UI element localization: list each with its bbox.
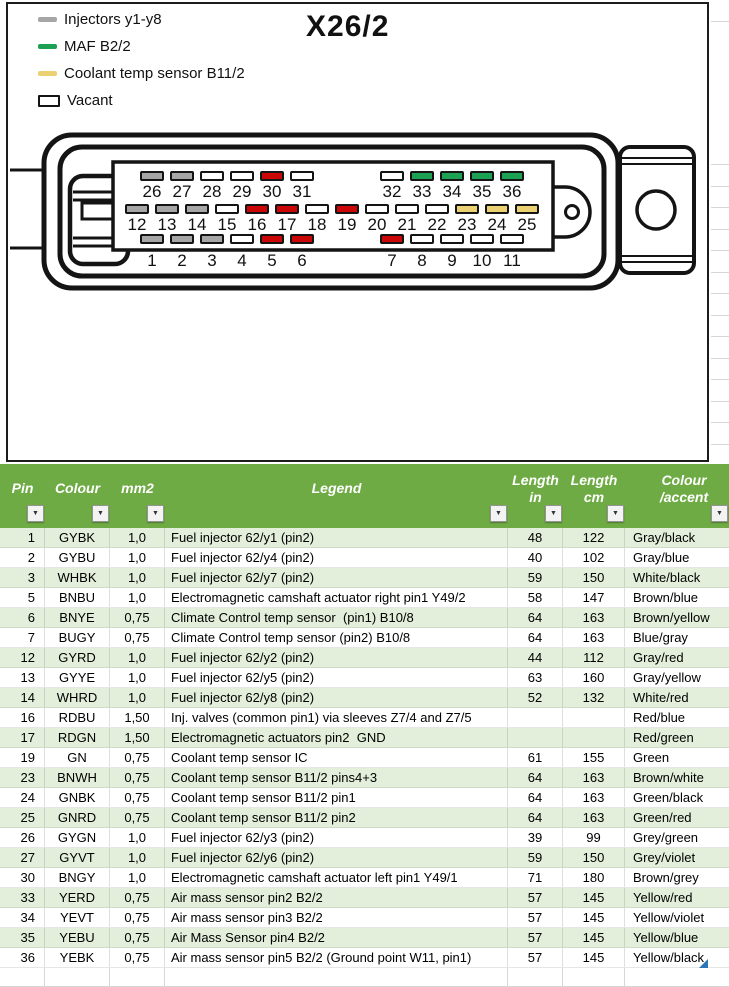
cell-mm2[interactable]: 1,0 — [110, 568, 165, 587]
table-row — [0, 588, 729, 608]
table-row — [0, 788, 729, 808]
cell-pin[interactable]: 13 — [0, 668, 45, 687]
cell-pin[interactable]: 30 — [0, 868, 45, 887]
pin-box-5 — [260, 234, 284, 244]
cell-legend[interactable]: Climate Control temp sensor (pin1) B10/8 — [165, 608, 508, 627]
cell-length-cm[interactable]: 145 — [563, 908, 625, 927]
cell-accent[interactable]: Green/black — [633, 790, 704, 805]
gridline — [164, 968, 165, 987]
table-resize-handle[interactable] — [699, 959, 708, 968]
header-colour: Colour ▼ — [45, 464, 110, 528]
table-body — [0, 528, 729, 968]
pin-box-18 — [305, 204, 329, 214]
legend-swatch — [38, 71, 57, 76]
cell-mm2[interactable]: 0,75 — [110, 748, 165, 767]
cell-length-cm[interactable]: 99 — [563, 828, 625, 847]
pin-number-7: 7 — [387, 251, 397, 270]
table-row — [0, 688, 729, 708]
sheet-footer-row — [0, 968, 729, 987]
cell-pin[interactable]: 7 — [0, 628, 45, 647]
pin-number-1: 1 — [147, 251, 157, 270]
cell-legend[interactable]: Air mass sensor pin3 B2/2 — [165, 908, 508, 927]
cell-accent[interactable]: Brown/white — [633, 770, 704, 785]
table-row — [0, 648, 729, 668]
pin-number-24: 24 — [487, 215, 507, 234]
filter-button-legend[interactable]: ▼ — [490, 505, 507, 522]
pin-number-34: 34 — [442, 182, 462, 201]
table-row — [0, 548, 729, 568]
legend-item — [38, 33, 245, 60]
table-row — [0, 668, 729, 688]
cell-legend[interactable]: Coolant temp sensor B11/2 pin1 — [165, 788, 508, 807]
pin-number-17: 17 — [277, 215, 297, 234]
cell-length-in[interactable]: 40 — [508, 548, 563, 567]
cell-legend[interactable]: Fuel injector 62/y2 (pin2) — [165, 648, 508, 667]
cell-mm2[interactable]: 0,75 — [110, 768, 165, 787]
filter-button-colour[interactable]: ▼ — [92, 505, 109, 522]
pin-box-4 — [230, 234, 254, 244]
table-row — [0, 628, 729, 648]
pin-box-7 — [380, 234, 404, 244]
pin-box-24 — [485, 204, 509, 214]
pin-box-33 — [410, 171, 434, 181]
filter-button-length-in[interactable]: ▼ — [545, 505, 562, 522]
pin-number-30: 30 — [262, 182, 282, 201]
legend — [38, 6, 245, 114]
legend-swatch — [38, 17, 57, 22]
header-legend: Legend ▼ — [165, 464, 508, 528]
cell-legend[interactable]: Fuel injector 62/y7 (pin2) — [165, 568, 508, 587]
pin-box-14 — [185, 204, 209, 214]
pin-box-11 — [500, 234, 524, 244]
cell-legend[interactable]: Coolant temp sensor B11/2 pin2 — [165, 808, 508, 827]
cell-mm2[interactable]: 1,0 — [110, 868, 165, 887]
cell-legend[interactable]: Air mass sensor pin2 B2/2 — [165, 888, 508, 907]
table-row — [0, 868, 729, 888]
cell-pin[interactable]: 23 — [0, 768, 45, 787]
filter-button-length-cm[interactable]: ▼ — [607, 505, 624, 522]
table-row — [0, 528, 729, 548]
gridline — [109, 968, 110, 987]
cell-accent[interactable]: Brown/grey — [633, 870, 699, 885]
cell-pin[interactable]: 14 — [0, 688, 45, 707]
cell-length-in[interactable]: 58 — [508, 588, 563, 607]
cell-length-in[interactable]: 57 — [508, 928, 563, 947]
cell-accent[interactable]: Gray/yellow — [633, 670, 701, 685]
cell-length-cm[interactable]: 163 — [563, 808, 625, 827]
cell-accent[interactable]: Green/red — [633, 810, 692, 825]
cell-length-in[interactable]: 64 — [508, 628, 563, 647]
cell-mm2[interactable]: 1,0 — [110, 548, 165, 567]
header-mm2: mm2 ▼ — [110, 464, 165, 528]
cell-mm2[interactable]: 1,0 — [110, 528, 165, 547]
table-row — [0, 888, 729, 908]
pin-box-30 — [260, 171, 284, 181]
pin-number-10: 10 — [472, 251, 492, 270]
cell-colour[interactable]: GN — [45, 748, 110, 767]
legend-label: Vacant — [67, 92, 113, 109]
header-colour-accent: Colour /accent ▼ — [625, 464, 729, 528]
gridline — [562, 968, 563, 987]
pin-box-16 — [245, 204, 269, 214]
pin-number-8: 8 — [417, 251, 427, 270]
table-row — [0, 828, 729, 848]
pin-number-23: 23 — [457, 215, 477, 234]
pin-number-13: 13 — [157, 215, 177, 234]
cell-length-cm[interactable]: 163 — [563, 768, 625, 787]
pin-number-19: 19 — [337, 215, 357, 234]
table-row — [0, 948, 729, 968]
legend-item — [38, 87, 245, 114]
cell-length-cm[interactable]: 147 — [563, 588, 625, 607]
cell-colour[interactable]: GYGN — [45, 828, 110, 847]
table-row — [0, 728, 729, 748]
cell-colour[interactable]: BNYE — [45, 608, 110, 627]
table-row — [0, 808, 729, 828]
pin-number-12: 12 — [127, 215, 147, 234]
cell-length-cm[interactable]: 132 — [563, 688, 625, 707]
cell-accent[interactable]: Yellow/blue — [633, 930, 699, 945]
cell-length-cm[interactable]: 145 — [563, 888, 625, 907]
cell-length-cm[interactable] — [563, 728, 625, 747]
header-pin: Pin ▼ — [0, 464, 45, 528]
cell-length-in[interactable]: 57 — [508, 908, 563, 927]
cell-length-cm[interactable]: 145 — [563, 928, 625, 947]
pin-box-25 — [515, 204, 539, 214]
cell-accent[interactable]: Grey/green — [633, 830, 699, 845]
cell-mm2[interactable]: 0,75 — [110, 808, 165, 827]
cell-pin[interactable]: 36 — [0, 948, 45, 967]
pin-box-19 — [335, 204, 359, 214]
cell-length-in[interactable]: 44 — [508, 648, 563, 667]
cell-length-cm[interactable]: 102 — [563, 548, 625, 567]
pin-box-12 — [125, 204, 149, 214]
cell-length-in[interactable]: 59 — [508, 848, 563, 867]
pin-number-31: 31 — [292, 182, 312, 201]
cell-colour[interactable]: RDGN — [45, 728, 110, 747]
cell-colour[interactable]: WHBK — [45, 568, 110, 587]
cell-legend[interactable]: Coolant temp sensor B11/2 pins4+3 — [165, 768, 508, 787]
cell-colour[interactable]: BUGY — [45, 628, 110, 647]
cell-legend[interactable]: Fuel injector 62/y4 (pin2) — [165, 548, 508, 567]
cell-legend[interactable]: Electromagnetic actuators pin2 GND — [165, 728, 508, 747]
cell-legend[interactable]: Air mass sensor pin5 B2/2 (Ground point W11, pin1) — [165, 948, 508, 967]
cell-accent[interactable]: Grey/violet — [633, 850, 696, 865]
cell-pin[interactable]: 6 — [0, 608, 45, 627]
cell-length-cm[interactable]: 160 — [563, 668, 625, 687]
table-row — [0, 608, 729, 628]
pin-box-8 — [410, 234, 434, 244]
pin-box-9 — [440, 234, 464, 244]
table-row — [0, 908, 729, 928]
cell-legend[interactable]: Fuel injector 62/y5 (pin2) — [165, 668, 508, 687]
cell-legend[interactable]: Inj. valves (common pin1) via sleeves Z7/4 and Z7/5 — [165, 708, 508, 727]
cell-length-in[interactable] — [508, 728, 563, 747]
pin-number-29: 29 — [232, 182, 252, 201]
pin-box-1 — [140, 234, 164, 244]
pin-number-16: 16 — [247, 215, 267, 234]
pin-number-5: 5 — [267, 251, 277, 270]
cell-pin[interactable]: 24 — [0, 788, 45, 807]
cell-pin[interactable]: 12 — [0, 648, 45, 667]
cell-legend[interactable]: Fuel injector 62/y8 (pin2) — [165, 688, 508, 707]
pin-number-26: 26 — [142, 182, 162, 201]
cell-pin[interactable]: 5 — [0, 588, 45, 607]
pin-number-33: 33 — [412, 182, 432, 201]
pin-box-3 — [200, 234, 224, 244]
cell-mm2[interactable]: 1,0 — [110, 588, 165, 607]
cell-mm2[interactable]: 1,0 — [110, 668, 165, 687]
legend-label: MAF B2/2 — [64, 38, 131, 55]
cell-legend[interactable]: Climate Control temp sensor (pin2) B10/8 — [165, 628, 508, 647]
pin-number-3: 3 — [207, 251, 217, 270]
pin-box-2 — [170, 234, 194, 244]
cell-pin[interactable]: 35 — [0, 928, 45, 947]
legend-item — [38, 6, 245, 33]
pin-box-36 — [500, 171, 524, 181]
pin-number-11: 11 — [503, 251, 521, 270]
cell-length-cm[interactable]: 180 — [563, 868, 625, 887]
pin-box-31 — [290, 171, 314, 181]
cell-colour[interactable]: WHRD — [45, 688, 110, 707]
cell-mm2[interactable]: 0,75 — [110, 608, 165, 627]
cell-length-in[interactable]: 61 — [508, 748, 563, 767]
cell-colour[interactable]: GYBK — [45, 528, 110, 547]
cell-length-in[interactable]: 64 — [508, 788, 563, 807]
cell-legend[interactable]: Coolant temp sensor IC — [165, 748, 508, 767]
cell-legend[interactable]: Air Mass Sensor pin4 B2/2 — [165, 928, 508, 947]
legend-label: Coolant temp sensor B11/2 — [64, 65, 245, 82]
legend-item — [38, 60, 245, 87]
table-row — [0, 568, 729, 588]
cell-mm2[interactable]: 1,0 — [110, 828, 165, 847]
gridline — [507, 968, 508, 987]
cell-pin[interactable]: 3 — [0, 568, 45, 587]
table-row — [0, 708, 729, 728]
cell-pin[interactable]: 27 — [0, 848, 45, 867]
cell-length-cm[interactable]: 163 — [563, 608, 625, 627]
pin-box-29 — [230, 171, 254, 181]
cell-accent[interactable]: Yellow/red — [633, 890, 693, 905]
cell-colour[interactable]: YEBK — [45, 948, 110, 967]
cell-accent[interactable]: Gray/black — [633, 530, 696, 545]
pin-number-21: 21 — [397, 215, 417, 234]
cell-length-in[interactable]: 48 — [508, 528, 563, 547]
pin-number-14: 14 — [187, 215, 207, 234]
cell-length-in[interactable] — [508, 708, 563, 727]
cell-length-in[interactable]: 71 — [508, 868, 563, 887]
pin-number-2: 2 — [177, 251, 187, 270]
cell-accent[interactable]: Blue/gray — [633, 630, 688, 645]
cell-mm2[interactable]: 0,75 — [110, 888, 165, 907]
gridline — [624, 968, 625, 987]
header-length-in: Length in ▼ — [508, 464, 563, 528]
cell-length-in[interactable]: 39 — [508, 828, 563, 847]
cell-pin[interactable]: 16 — [0, 708, 45, 727]
pin-number-4: 4 — [237, 251, 247, 270]
cell-accent[interactable]: Gray/red — [633, 650, 684, 665]
table-row — [0, 768, 729, 788]
cell-length-cm[interactable]: 163 — [563, 788, 625, 807]
pin-box-34 — [440, 171, 464, 181]
pin-number-6: 6 — [297, 251, 307, 270]
pin-number-15: 15 — [217, 215, 237, 234]
header-length-cm: Length cm ▼ — [563, 464, 625, 528]
cell-colour[interactable]: YEBU — [45, 928, 110, 947]
table-row — [0, 748, 729, 768]
pin-number-22: 22 — [427, 215, 447, 234]
pin-number-9: 9 — [447, 251, 457, 270]
gridline — [44, 968, 45, 987]
cell-length-in[interactable]: 57 — [508, 888, 563, 907]
pin-number-36: 36 — [502, 182, 522, 201]
cell-legend[interactable]: Electromagnetic camshaft actuator right pin1 Y49/2 — [165, 588, 508, 607]
pin-box-6 — [290, 234, 314, 244]
cell-length-cm[interactable]: 145 — [563, 948, 625, 967]
pin-box-10 — [470, 234, 494, 244]
cell-accent[interactable]: Gray/blue — [633, 550, 690, 565]
pin-box-22 — [425, 204, 449, 214]
cell-colour[interactable]: GNBK — [45, 788, 110, 807]
cell-colour[interactable]: RDBU — [45, 708, 110, 727]
pin-box-32 — [380, 171, 404, 181]
pin-number-35: 35 — [472, 182, 492, 201]
pin-box-20 — [365, 204, 389, 214]
cell-length-cm[interactable]: 122 — [563, 528, 625, 547]
cell-mm2[interactable]: 0,75 — [110, 908, 165, 927]
cell-mm2[interactable]: 1,0 — [110, 648, 165, 667]
cell-length-cm[interactable]: 150 — [563, 568, 625, 587]
cell-length-cm[interactable]: 112 — [563, 648, 625, 667]
cell-colour[interactable]: GYRD — [45, 648, 110, 667]
cell-pin[interactable]: 2 — [0, 548, 45, 567]
table-header — [0, 464, 729, 528]
diagram-title: X26/2 — [306, 10, 390, 43]
pin-box-26 — [140, 171, 164, 181]
cell-legend[interactable]: Fuel injector 62/y6 (pin2) — [165, 848, 508, 867]
cell-length-cm[interactable]: 163 — [563, 628, 625, 647]
cell-mm2[interactable]: 1,50 — [110, 708, 165, 727]
legend-swatch — [38, 95, 60, 107]
cell-length-in[interactable]: 63 — [508, 668, 563, 687]
cell-colour[interactable]: BNWH — [45, 768, 110, 787]
cell-accent[interactable]: Yellow/black — [633, 950, 705, 965]
cell-pin[interactable]: 17 — [0, 728, 45, 747]
cell-length-cm[interactable]: 155 — [563, 748, 625, 767]
cell-legend[interactable]: Fuel injector 62/y1 (pin2) — [165, 528, 508, 547]
pin-box-27 — [170, 171, 194, 181]
pin-number-32: 32 — [382, 182, 402, 201]
cell-legend[interactable]: Fuel injector 62/y3 (pin2) — [165, 828, 508, 847]
cell-length-cm[interactable]: 150 — [563, 848, 625, 867]
filter-button-pin[interactable]: ▼ — [27, 505, 44, 522]
pin-number-20: 20 — [367, 215, 387, 234]
pin-box-17 — [275, 204, 299, 214]
cell-mm2[interactable]: 1,50 — [110, 728, 165, 747]
cell-pin[interactable]: 34 — [0, 908, 45, 927]
cell-accent[interactable]: Red/blue — [633, 710, 686, 725]
cell-pin[interactable]: 26 — [0, 828, 45, 847]
cell-length-in[interactable]: 64 — [508, 768, 563, 787]
cell-pin[interactable]: 25 — [0, 808, 45, 827]
cell-accent[interactable]: White/red — [633, 690, 689, 705]
table-row — [0, 848, 729, 868]
pin-number-27: 27 — [172, 182, 192, 201]
pin-number-25: 25 — [517, 215, 537, 234]
cell-length-in[interactable]: 64 — [508, 608, 563, 627]
cell-accent[interactable]: Brown/blue — [633, 590, 699, 605]
pin-box-21 — [395, 204, 419, 214]
filter-button-mm2[interactable]: ▼ — [147, 505, 164, 522]
filter-button-colour-accent[interactable]: ▼ — [711, 505, 728, 522]
cell-length-in[interactable]: 59 — [508, 568, 563, 587]
pin-number-18: 18 — [307, 215, 327, 234]
pin-box-15 — [215, 204, 239, 214]
cell-length-in[interactable]: 52 — [508, 688, 563, 707]
cell-colour[interactable]: GYYE — [45, 668, 110, 687]
cell-colour[interactable]: YERD — [45, 888, 110, 907]
cell-length-in[interactable]: 57 — [508, 948, 563, 967]
cell-mm2[interactable]: 0,75 — [110, 948, 165, 967]
cell-accent[interactable]: Brown/yellow — [633, 610, 710, 625]
table-row — [0, 928, 729, 948]
cell-colour[interactable]: BNBU — [45, 588, 110, 607]
cell-accent[interactable]: Red/green — [633, 730, 694, 745]
cell-pin[interactable]: 33 — [0, 888, 45, 907]
cell-mm2[interactable]: 0,75 — [110, 628, 165, 647]
cell-pin[interactable]: 19 — [0, 748, 45, 767]
legend-swatch — [38, 44, 57, 49]
cell-mm2[interactable]: 0,75 — [110, 788, 165, 807]
pin-box-35 — [470, 171, 494, 181]
cell-colour[interactable]: GYVT — [45, 848, 110, 867]
cell-colour[interactable]: GYBU — [45, 548, 110, 567]
cell-accent[interactable]: Green — [633, 750, 670, 765]
cell-length-in[interactable]: 64 — [508, 808, 563, 827]
legend-label: Injectors y1-y8 — [64, 11, 162, 28]
cell-colour[interactable]: YEVT — [45, 908, 110, 927]
pin-number-28: 28 — [202, 182, 222, 201]
cell-mm2[interactable]: 1,0 — [110, 688, 165, 707]
pin-box-23 — [455, 204, 479, 214]
cell-colour[interactable]: GNRD — [45, 808, 110, 827]
cell-legend[interactable]: Electromagnetic camshaft actuator left pin1 Y49/1 — [165, 868, 508, 887]
cell-mm2[interactable]: 0,75 — [110, 928, 165, 947]
cell-mm2[interactable]: 1,0 — [110, 848, 165, 867]
pin-box-13 — [155, 204, 179, 214]
cell-colour[interactable]: BNGY — [45, 868, 110, 887]
cell-accent[interactable]: White/black — [633, 570, 701, 585]
pin-box-28 — [200, 171, 224, 181]
cell-accent[interactable]: Yellow/violet — [633, 910, 705, 925]
cell-pin[interactable]: 1 — [0, 528, 45, 547]
cell-length-cm[interactable] — [563, 708, 625, 727]
